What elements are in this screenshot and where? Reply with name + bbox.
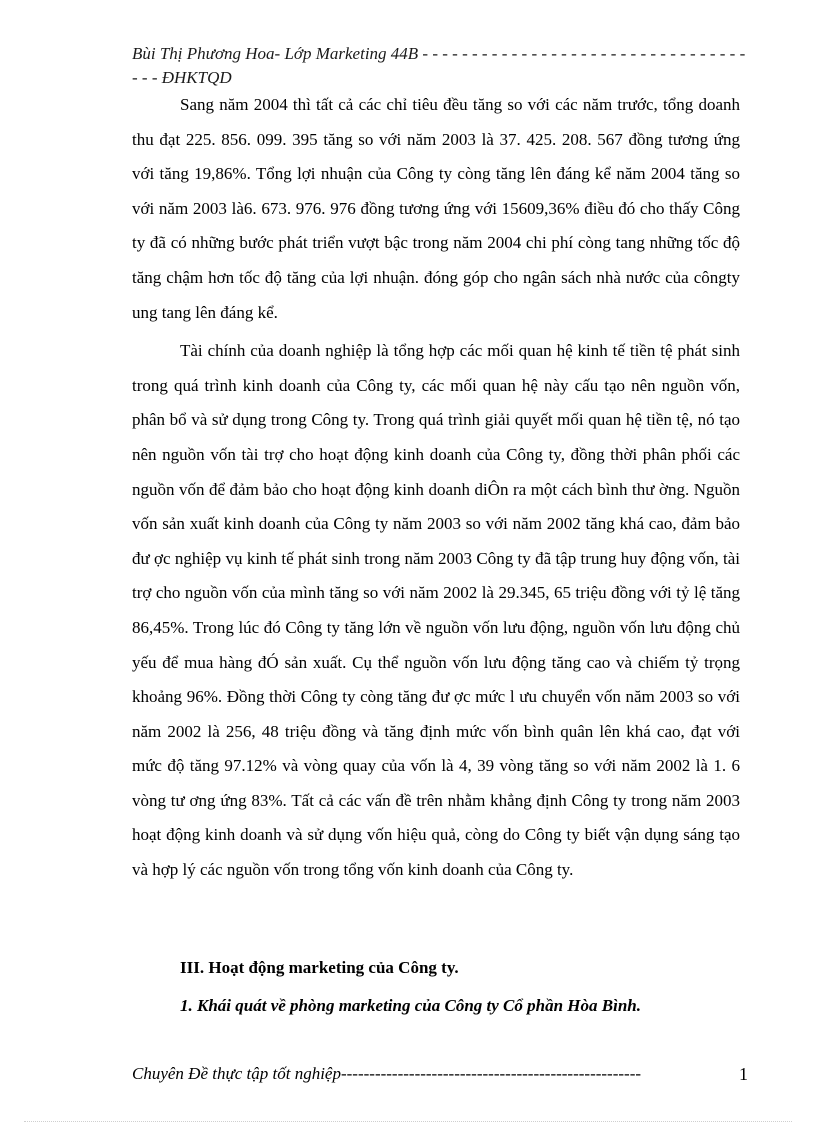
- paragraph-revenue-2004: Sang năm 2004 thì tất cả các chỉ tiêu đều tăng so với các năm trước, tổng doanh thu đạt 225. 856. 099. 395 tăng so với năm 2003 là 37. 425. 208. 567 đồng tương ứng với tăng 19,86%. Tổng lợi nhuận của Công ty còng tăng lên đáng kể năm 2004 tăng so với năm 2003 là6. 673. 976. 976 đồng tương ứng với 15609,36% điều đó cho thấy Công ty đã có những bước phát triển vượt bậc trong năm 2004 chi phí còng tang những tốc độ tăng chậm hơn tốc độ tăng của lợi nhuận. đóng góp cho ngân sách nhà nước của côngty ung tang lên đáng kể.: [132, 95, 740, 322]
- page-footer: [132, 1062, 752, 1086]
- paragraph-finance: Tài chính của doanh nghiệp là tổng hợp các mối quan hệ kinh tế tiền tệ phát sinh trong quá trình kinh doanh của Công ty, các mối quan hệ này cấu tạo nên nguồn vốn, phân bổ và sử dụng trong Công ty. Trong quá trình giải quyết mối quan hệ tiền tệ, nó tạo nên nguồn vốn tài trợ cho hoạt động kinh doanh của Công ty, đồng thời phân phối các nguồn vốn để đảm bảo cho hoạt động kinh doanh diÔn ra một cách bình thư ờng. Nguồn vốn sản xuất kinh doanh của Công ty năm 2003 so với năm 2002 tăng khá cao, đảm bảo đư ợc nghiệp vụ kinh tế phát sinh trong năm 2003 Công ty đã tập trung huy động vốn, tài trợ cho nguồn vốn của mình tăng so với năm 2002 là 29.345, 65 triệu đồng với tỷ lệ tăng 86,45%. Trong lúc đó Công ty tăng lớn về nguồn vốn lưu động, nguồn vốn lưu động chủ yếu để mua hàng đÓ sản xuất. Cụ thể nguồn vốn lưu động tăng cao và chiếm tỷ trọng khoảng 96%. Đồng thời Công ty còng tăng đư ợc mức l ưu chuyển vốn năm 2003 so với năm 2002 là 256, 48 triệu đồng và tăng định mức vốn bình quân lên khá cao, đạt với mức độ tăng 97.12% và vòng quay của vốn là 4, 39 vòng tăng so với năm 2002 là 1. 6 vòng tư ơng ứng 83%. Tất cả các vấn đề trên nhằm khẳng định Công ty trong năm 2003 hoạt động kinh doanh và sử dụng vốn hiệu quả, còng do Công ty biết vận dụng sáng tạo và hợp lý các nguồn vốn trong tổng vốn kinh doanh của Công ty.: [132, 341, 740, 880]
- subsection-heading: 1. Khái quát về phòng marketing của Công ty Cổ phần Hòa Bình.: [180, 996, 641, 1015]
- footer-text: Chuyên Đề thực tập tốt nghiệp-----------------------------------------------------: [132, 1064, 642, 1083]
- page-bottom-divider: [24, 1121, 792, 1122]
- page-header: [132, 42, 748, 90]
- page-number: 1: [739, 1064, 748, 1084]
- section-heading: III. Hoạt động marketing của Công ty.: [180, 958, 459, 977]
- header-text: Bùi Thị Phương Hoa- Lớp Marketing 44B - - - - - - - - - - - - - - - - - - - - - - - - - - - - - - - - - - - - ĐHKTQD: [132, 44, 746, 87]
- body-text: [132, 88, 740, 892]
